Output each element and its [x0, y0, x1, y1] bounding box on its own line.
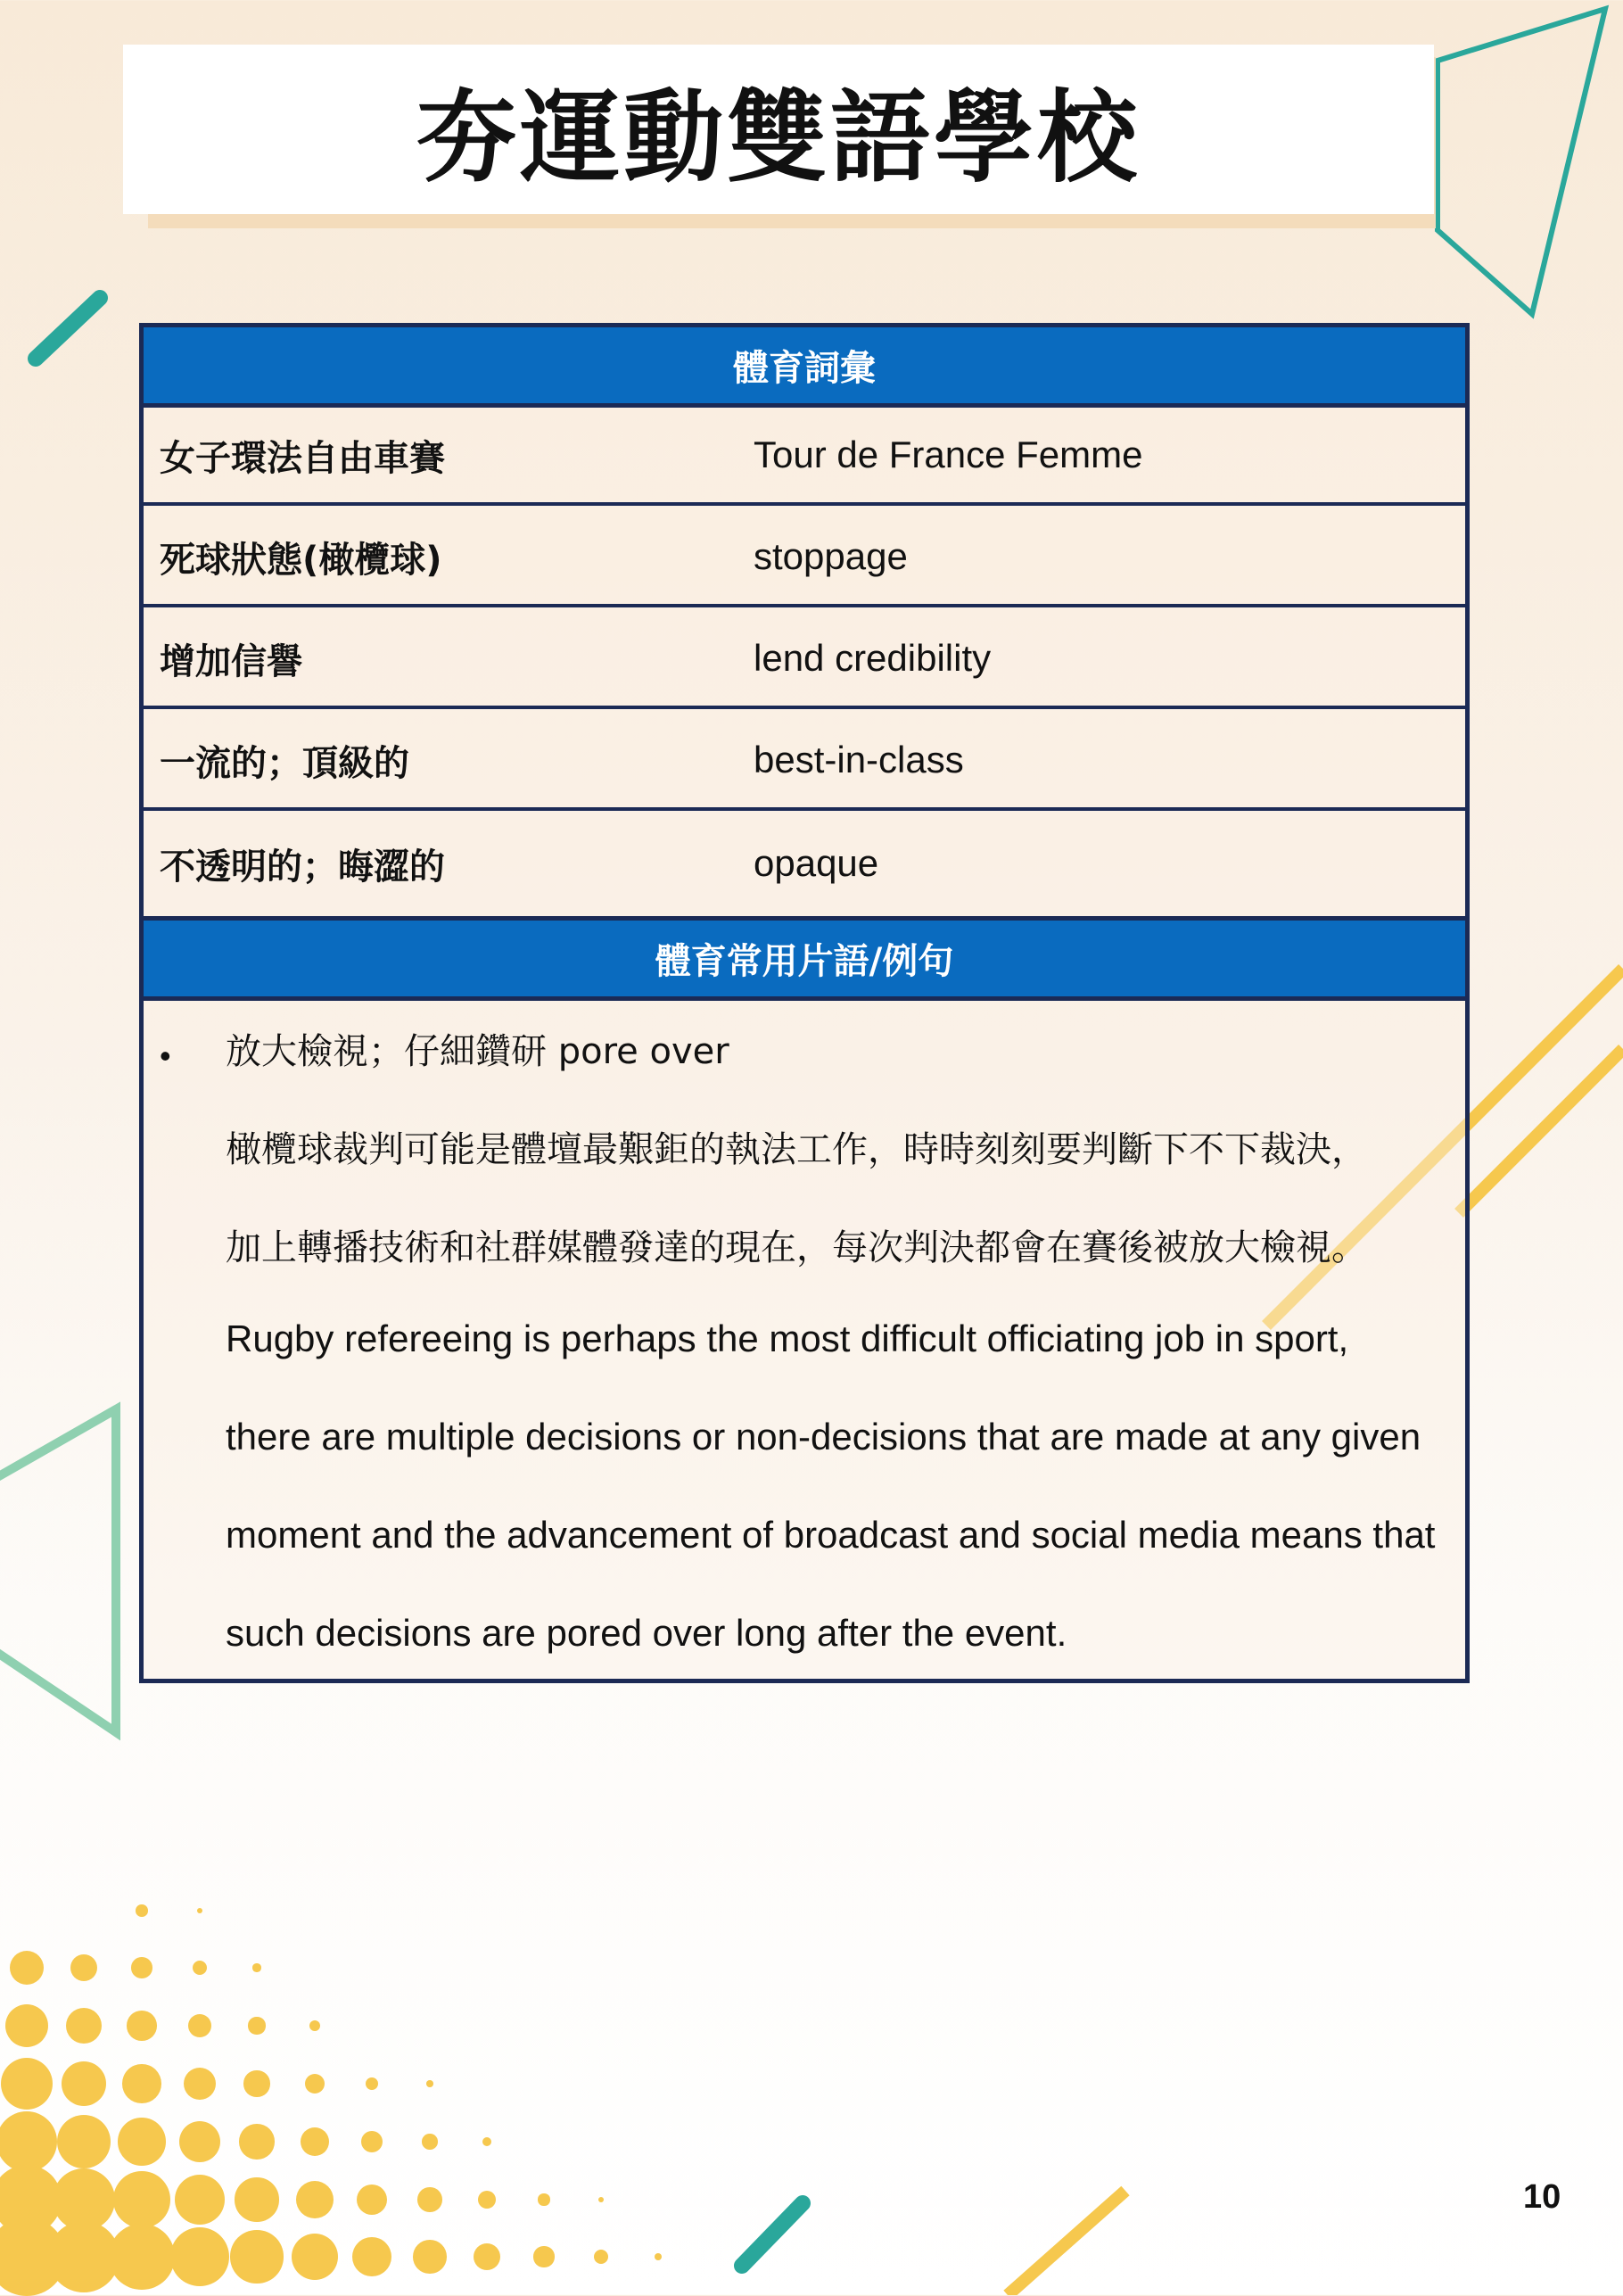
- halftone-dot: [309, 2020, 320, 2031]
- term-chinese: 一流的；頂級的: [160, 742, 409, 784]
- title-banner: [123, 45, 1434, 214]
- halftone-dot: [361, 2131, 383, 2153]
- halftone-dot: [533, 2246, 554, 2267]
- halftone-dot: [1, 2058, 53, 2110]
- halftone-dot: [478, 2191, 496, 2209]
- halftone-dot: [482, 2137, 491, 2146]
- phrase-term: 放大檢視；仔細鑽研 pore over: [226, 1031, 729, 1072]
- term-chinese: 增加信譽: [160, 640, 302, 682]
- halftone-dot: [417, 2187, 442, 2212]
- example-english-line: moment and the advancement of broadcast and social media means that: [226, 1514, 1436, 1556]
- example-chinese-line: 橄欖球裁判可能是體壇最艱鉅的執法工作，時時刻刻要判斷下不下裁決，: [226, 1129, 1367, 1170]
- halftone-dot: [113, 2171, 170, 2228]
- table-row: [144, 408, 1465, 506]
- halftone-dot: [366, 2077, 379, 2091]
- halftone-dot: [10, 1951, 44, 1985]
- page-title: 夯運動雙語學校: [416, 79, 1141, 196]
- halftone-dot: [357, 2185, 388, 2216]
- halftone-dot: [474, 2243, 500, 2270]
- vocabulary-table: [139, 323, 1470, 1683]
- example-chinese-line: 加上轉播技術和社群媒體發達的現在，每次判決都會在賽後被放大檢視。: [226, 1227, 1367, 1268]
- halftone-dot: [296, 2181, 334, 2218]
- halftone-dot: [248, 2017, 265, 2034]
- halftone-dot: [109, 2224, 175, 2290]
- example-english-line: there are multiple decisions or non-decisions that are made at any given: [226, 1416, 1421, 1458]
- halftone-dot: [193, 1961, 207, 1975]
- halftone-dot: [243, 2070, 269, 2096]
- example-english-line: Rugby refereeing is perhaps the most difficult officiating job in sport,: [226, 1317, 1349, 1359]
- halftone-dot: [0, 2111, 57, 2172]
- page-number: 10: [1523, 2178, 1561, 2216]
- halftone-dot: [594, 2250, 608, 2264]
- halftone-dot: [655, 2253, 663, 2261]
- halftone-dot: [122, 2064, 161, 2103]
- halftone-dot: [175, 2175, 225, 2225]
- halftone-dot: [230, 2230, 283, 2283]
- halftone-dot: [292, 2234, 338, 2280]
- table-row: [144, 713, 1465, 811]
- halftone-dot: [170, 2227, 229, 2286]
- halftone-dot: [127, 2011, 157, 2041]
- halftone-dot: [239, 2124, 274, 2159]
- halftone-dot: [598, 2197, 604, 2202]
- example-english-line: such decisions are pored over long after the event.: [226, 1612, 1067, 1654]
- halftone-dot: [70, 1954, 98, 1982]
- halftone-dot: [66, 2008, 103, 2044]
- table-row: [144, 814, 1465, 913]
- halftone-dot: [422, 2134, 438, 2150]
- halftone-dot: [197, 1908, 202, 1913]
- halftone-dot: [352, 2237, 392, 2277]
- halftone-dot: [179, 2121, 220, 2162]
- halftone-dot: [62, 2061, 107, 2107]
- section-heading-phrases: 體育常用片語/例句: [144, 916, 1465, 1001]
- term-chinese: 女子環法自由車賽: [160, 437, 445, 479]
- halftone-dot: [184, 2068, 216, 2100]
- term-english: best-in-class: [754, 739, 964, 780]
- bullet-marker: •: [160, 1037, 171, 1074]
- halftone-dot: [305, 2074, 325, 2094]
- term-english: stoppage: [754, 535, 908, 577]
- halftone-dot: [131, 1957, 152, 1978]
- table-row: [144, 509, 1465, 607]
- halftone-dot: [301, 2127, 329, 2156]
- table-row: [144, 611, 1465, 709]
- halftone-dot: [538, 2193, 549, 2205]
- term-chinese: 不透明的；晦澀的: [160, 846, 445, 888]
- halftone-dot: [252, 1963, 260, 1971]
- halftone-dot: [136, 1904, 148, 1917]
- halftone-dot: [118, 2118, 166, 2166]
- halftone-dot: [235, 2177, 278, 2221]
- term-chinese: 死球狀態(橄欖球): [160, 539, 442, 581]
- halftone-dot: [426, 2080, 433, 2087]
- halftone-dot: [5, 2004, 48, 2047]
- term-english: opaque: [754, 842, 879, 884]
- halftone-dot: [413, 2240, 447, 2274]
- section-heading-vocabulary: 體育詞彙: [144, 327, 1465, 408]
- term-english: lend credibility: [754, 637, 992, 679]
- halftone-dot: [57, 2115, 111, 2169]
- term-english: Tour de France Femme: [754, 434, 1143, 475]
- halftone-dot: [188, 2014, 211, 2037]
